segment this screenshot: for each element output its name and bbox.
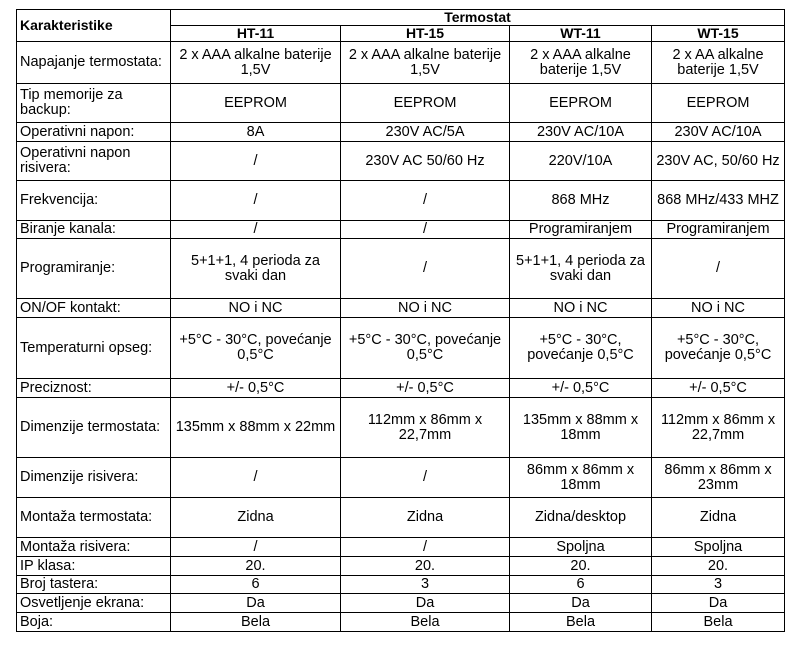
table-cell: Zidna/desktop xyxy=(510,498,652,538)
table-cell: +/- 0,5°C xyxy=(510,379,652,398)
model-header-ht15: HT-15 xyxy=(341,26,510,42)
table-row xyxy=(17,458,785,498)
table-row xyxy=(17,498,785,538)
table-cell: +5°C - 30°C, povećanje 0,5°C xyxy=(341,318,510,379)
table-cell: 230V AC/10A xyxy=(510,123,652,142)
row-label: Montaža risivera: xyxy=(17,538,171,557)
table-row xyxy=(17,221,785,239)
table-cell: NO i NC xyxy=(341,299,510,318)
table-cell: EEPROM xyxy=(171,84,341,123)
characteristics-header: Karakteristike xyxy=(17,10,171,42)
table-cell: 112mm x 86mm x 22,7mm xyxy=(341,398,510,458)
table-cell: Zidna xyxy=(341,498,510,538)
table-cell: 2 x AAA alkalne baterije 1,5V xyxy=(510,42,652,84)
row-label: Broj tastera: xyxy=(17,576,171,594)
table-cell: NO i NC xyxy=(510,299,652,318)
table-row xyxy=(17,557,785,576)
table-row xyxy=(17,318,785,379)
table-cell: 20. xyxy=(652,557,785,576)
table-cell: 5+1+1, 4 perioda za svaki dan xyxy=(171,239,341,299)
table-cell: / xyxy=(171,142,341,181)
table-cell: / xyxy=(341,221,510,239)
model-header-wt15: WT-15 xyxy=(652,26,785,42)
table-cell: Da xyxy=(171,594,341,613)
row-label: Napajanje termostata: xyxy=(17,42,171,84)
table-cell: 6 xyxy=(510,576,652,594)
row-label: Tip memorije za backup: xyxy=(17,84,171,123)
table-cell: NO i NC xyxy=(652,299,785,318)
table-cell: 2 x AA alkalne baterije 1,5V xyxy=(652,42,785,84)
table-row xyxy=(17,239,785,299)
row-label: Operativni napon risivera: xyxy=(17,142,171,181)
table-cell: +5°C - 30°C, povećanje 0,5°C xyxy=(652,318,785,379)
group-header-row xyxy=(17,10,785,26)
row-label: IP klasa: xyxy=(17,557,171,576)
table-cell: +5°C - 30°C, povećanje 0,5°C xyxy=(171,318,341,379)
row-label: Preciznost: xyxy=(17,379,171,398)
row-label: Temperaturni opseg: xyxy=(17,318,171,379)
table-cell: Bela xyxy=(510,613,652,632)
table-cell: 6 xyxy=(171,576,341,594)
thermostat-spec-table xyxy=(16,9,785,632)
row-label: Programiranje: xyxy=(17,239,171,299)
table-row xyxy=(17,538,785,557)
table-cell: Programiranjem xyxy=(652,221,785,239)
table-cell: 20. xyxy=(341,557,510,576)
table-cell: 2 x AAA alkalne baterije 1,5V xyxy=(341,42,510,84)
table-cell: 868 MHz/433 MHZ xyxy=(652,181,785,221)
table-cell: 8A xyxy=(171,123,341,142)
table-cell: +/- 0,5°C xyxy=(171,379,341,398)
table-cell: 230V AC/10A xyxy=(652,123,785,142)
table-row xyxy=(17,123,785,142)
table-cell: / xyxy=(341,181,510,221)
row-label: ON/OF kontakt: xyxy=(17,299,171,318)
table-row xyxy=(17,181,785,221)
row-label: Osvetljenje ekrana: xyxy=(17,594,171,613)
table-cell: EEPROM xyxy=(341,84,510,123)
row-label: Boja: xyxy=(17,613,171,632)
model-header-wt11: WT-11 xyxy=(510,26,652,42)
table-cell: / xyxy=(341,239,510,299)
table-cell: Spoljna xyxy=(652,538,785,557)
table-row xyxy=(17,576,785,594)
table-cell: 3 xyxy=(652,576,785,594)
table-row xyxy=(17,42,785,84)
table-cell: 20. xyxy=(510,557,652,576)
table-cell: / xyxy=(171,538,341,557)
row-label: Montaža termostata: xyxy=(17,498,171,538)
table-cell: / xyxy=(171,458,341,498)
table-cell: Programiranjem xyxy=(510,221,652,239)
table-cell: Bela xyxy=(171,613,341,632)
table-cell: 230V AC/5A xyxy=(341,123,510,142)
table-cell: 868 MHz xyxy=(510,181,652,221)
table-row xyxy=(17,84,785,123)
table-cell: Bela xyxy=(652,613,785,632)
table-row xyxy=(17,142,785,181)
table-cell: EEPROM xyxy=(652,84,785,123)
table-cell: 86mm x 86mm x 18mm xyxy=(510,458,652,498)
row-label: Dimenzije termostata: xyxy=(17,398,171,458)
row-label: Frekvencija: xyxy=(17,181,171,221)
table-row xyxy=(17,398,785,458)
table-cell: Da xyxy=(652,594,785,613)
table-cell: Da xyxy=(341,594,510,613)
table-cell: 20. xyxy=(171,557,341,576)
table-cell: Bela xyxy=(341,613,510,632)
table-cell: 2 x AAA alkalne baterije 1,5V xyxy=(171,42,341,84)
table-cell: 135mm x 88mm x 22mm xyxy=(171,398,341,458)
table-row xyxy=(17,379,785,398)
table-row xyxy=(17,613,785,632)
table-cell: Da xyxy=(510,594,652,613)
table-cell: 5+1+1, 4 perioda za svaki dan xyxy=(510,239,652,299)
table-cell: 135mm x 88mm x 18mm xyxy=(510,398,652,458)
table-cell: Spoljna xyxy=(510,538,652,557)
table-cell: 86mm x 86mm x 23mm xyxy=(652,458,785,498)
table-cell: / xyxy=(341,538,510,557)
table-cell: Zidna xyxy=(652,498,785,538)
row-label: Biranje kanala: xyxy=(17,221,171,239)
model-header-ht11: HT-11 xyxy=(171,26,341,42)
table-cell: 220V/10A xyxy=(510,142,652,181)
table-cell: / xyxy=(171,221,341,239)
table-row xyxy=(17,299,785,318)
table-cell: 230V AC, 50/60 Hz xyxy=(652,142,785,181)
row-label: Operativni napon: xyxy=(17,123,171,142)
table-cell: 112mm x 86mm x 22,7mm xyxy=(652,398,785,458)
table-cell: NO i NC xyxy=(171,299,341,318)
thermostat-group-header: Termostat xyxy=(171,10,785,26)
table-cell: +/- 0,5°C xyxy=(652,379,785,398)
table-cell: / xyxy=(341,458,510,498)
table-cell: Zidna xyxy=(171,498,341,538)
table-cell: +/- 0,5°C xyxy=(341,379,510,398)
row-label: Dimenzije risivera: xyxy=(17,458,171,498)
table-row xyxy=(17,594,785,613)
table-cell: / xyxy=(171,181,341,221)
table-cell: / xyxy=(652,239,785,299)
table-cell: 3 xyxy=(341,576,510,594)
table-cell: +5°C - 30°C, povećanje 0,5°C xyxy=(510,318,652,379)
table-cell: EEPROM xyxy=(510,84,652,123)
table-cell: 230V AC 50/60 Hz xyxy=(341,142,510,181)
